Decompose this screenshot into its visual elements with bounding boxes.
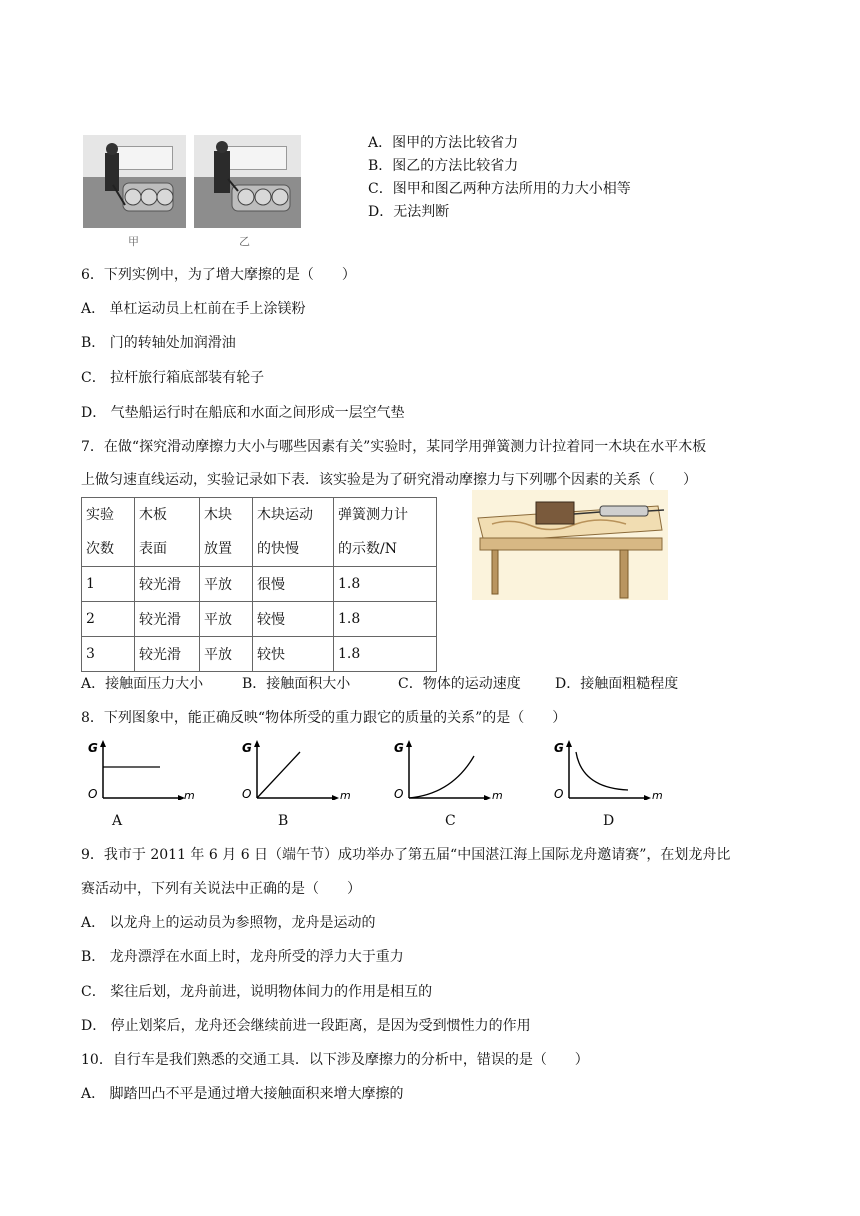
q6-option-b: B． 门的转轴处加润滑油 xyxy=(81,335,236,351)
table-cell: 较慢 xyxy=(253,602,334,637)
table-cell: 较光滑 xyxy=(135,602,200,637)
table-cell: 较快 xyxy=(253,637,334,672)
q9-option-b: B． 龙舟漂浮在水面上时，龙舟所受的浮力大于重力 xyxy=(81,949,404,965)
q6-stem: 6．下列实例中，为了增大摩擦的是（ ） xyxy=(81,267,356,283)
table-cell: 较光滑 xyxy=(135,567,200,602)
graph-d-axis-g: G xyxy=(554,741,564,755)
q7-option-c: C．物体的运动速度 xyxy=(398,676,521,692)
table-cell: 平放 xyxy=(200,602,253,637)
q5-option-a: A．图甲的方法比较省力 xyxy=(368,135,519,151)
q9-stem-line2: 赛活动中，下列有关说法中正确的是（ ） xyxy=(81,881,361,897)
q5-option-d: D．无法判断 xyxy=(368,204,450,220)
experiment-table xyxy=(81,497,437,672)
graph-c-axis-g: G xyxy=(394,741,404,755)
table-cell: 2 xyxy=(82,602,135,637)
table-cell: 1 xyxy=(82,567,135,602)
graph-d-axis-m: m xyxy=(652,789,663,800)
q7-option-b: B．接触面积大小 xyxy=(242,676,351,692)
graph-c xyxy=(392,738,508,800)
friction-apparatus-illustration xyxy=(472,490,668,600)
q5-option-b: B．图乙的方法比较省力 xyxy=(368,158,519,174)
table-row xyxy=(82,602,437,637)
graph-b xyxy=(240,738,356,800)
header-cell: 木板 表面 xyxy=(135,498,200,567)
photo-caption-jia: 甲 xyxy=(128,235,139,248)
graph-a-origin: O xyxy=(88,787,98,800)
header-cell: 木块 放置 xyxy=(200,498,253,567)
table-cell: 3 xyxy=(82,637,135,672)
q10-stem: 10．自行车是我们熟悉的交通工具．以下涉及摩擦力的分析中，错误的是（ ） xyxy=(81,1052,589,1068)
table-cell: 1.8 xyxy=(334,567,437,602)
graph-b-axis-m: m xyxy=(340,789,351,800)
graph-label-a: A xyxy=(112,813,123,829)
q7-option-a: A．接触面压力大小 xyxy=(81,676,204,692)
header-cell: 木块运动 的快慢 xyxy=(253,498,334,567)
q6-option-c: C． 拉杆旅行箱底部装有轮子 xyxy=(81,370,265,386)
q9-option-a: A． 以龙舟上的运动员为参照物，龙舟是运动的 xyxy=(81,915,376,931)
q6-option-d: D． 气垫船运行时在船底和水面之间形成一层空气垫 xyxy=(81,405,405,421)
header-cell: 弹簧测力计 的示数/N xyxy=(334,498,437,567)
table-cell: 平放 xyxy=(200,637,253,672)
q8-stem: 8．下列图象中，能正确反映“物体所受的重力跟它的质量的关系”的是（ ） xyxy=(81,710,567,726)
header-cell: 实验 次数 xyxy=(82,498,135,567)
table-cell: 很慢 xyxy=(253,567,334,602)
q7-option-d: D．接触面粗糙程度 xyxy=(555,676,679,692)
graph-d-origin: O xyxy=(554,787,564,800)
q10-option-a: A． 脚踏凹凸不平是通过增大接触面积来增大摩擦的 xyxy=(81,1086,404,1102)
graph-label-d: D xyxy=(603,813,615,829)
q7-stem-line2: 上做匀速直线运动，实验记录如下表．该实验是为了研究滑动摩擦力与下列哪个因素的关系（ ） xyxy=(81,472,697,488)
q5-option-c: C．图甲和图乙两种方法所用的力大小相等 xyxy=(368,181,631,197)
graph-c-axis-m: m xyxy=(492,789,503,800)
table-cell: 平放 xyxy=(200,567,253,602)
photo-jia xyxy=(83,135,186,228)
q9-option-c: C． 桨往后划，龙舟前进，说明物体间力的作用是相互的 xyxy=(81,984,433,1000)
table-row xyxy=(82,637,437,672)
graph-b-origin: O xyxy=(242,787,252,800)
graph-a xyxy=(86,738,196,800)
table-header-row xyxy=(82,498,437,567)
table-cell: 1.8 xyxy=(334,637,437,672)
graph-b-axis-g: G xyxy=(242,741,252,755)
photo-caption-yi: 乙 xyxy=(239,235,250,248)
graph-a-axis-g: G xyxy=(88,741,98,755)
graph-label-c: C xyxy=(445,813,456,829)
q9-stem-line1: 9．我市于 2011 年 6 月 6 日（端午节）成功举办了第五届“中国湛江海上国际龙舟邀请赛”，在划龙舟比 xyxy=(81,847,731,863)
table-row xyxy=(82,567,437,602)
photo-yi xyxy=(194,135,301,228)
table-cell: 较光滑 xyxy=(135,637,200,672)
graph-c-origin: O xyxy=(394,787,404,800)
q9-option-d: D． 停止划桨后，龙舟还会继续前进一段距离，是因为受到惯性力的作用 xyxy=(81,1018,531,1034)
graph-a-axis-m: m xyxy=(184,789,195,800)
graph-d xyxy=(552,738,668,800)
q7-stem-line1: 7．在做“探究滑动摩擦力大小与哪些因素有关”实验时，某同学用弹簧测力计拉着同一木块在水平木板 xyxy=(81,439,707,455)
graph-label-b: B xyxy=(278,813,289,829)
table-cell: 1.8 xyxy=(334,602,437,637)
q6-option-a: A． 单杠运动员上杠前在手上涂镁粉 xyxy=(81,301,306,317)
